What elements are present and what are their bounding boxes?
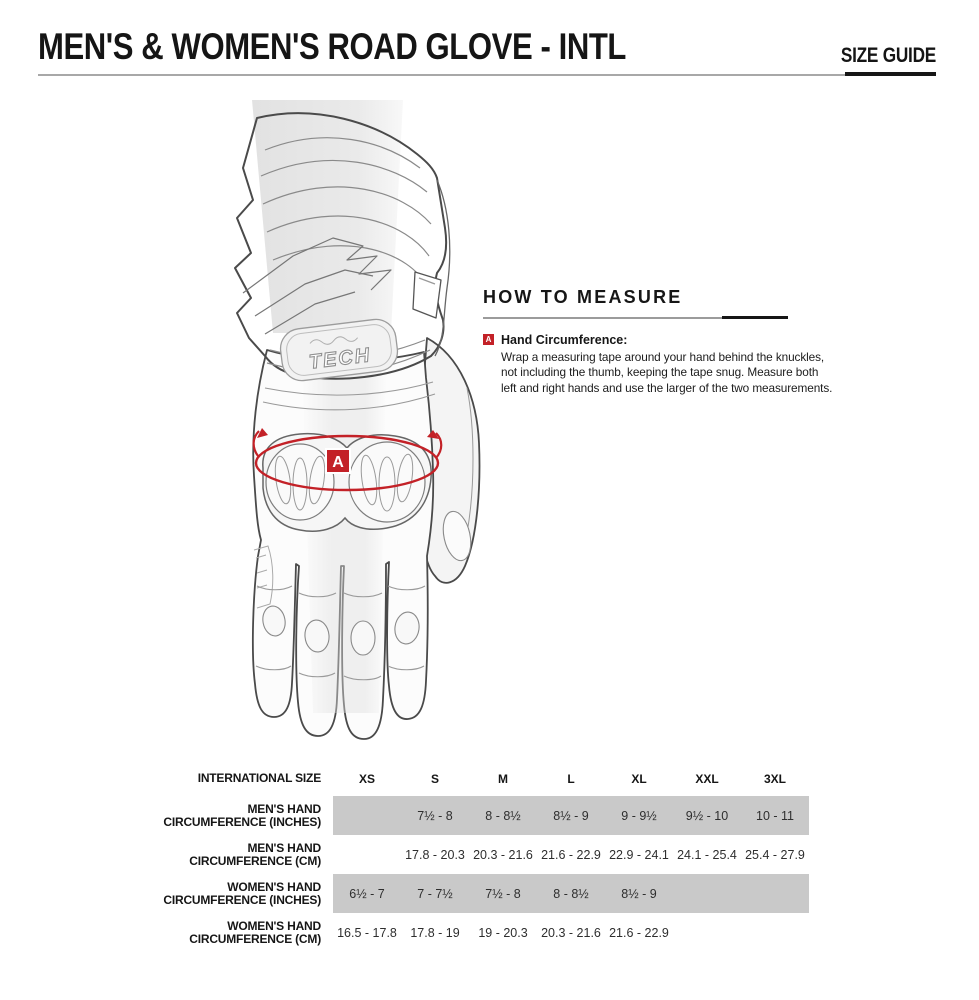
table-row-label: MEN'S HAND CIRCUMFERENCE (INCHES) xyxy=(163,801,321,829)
size-guide-label: SIZE GUIDE xyxy=(840,44,936,67)
measure-instruction xyxy=(483,333,833,396)
wrist-strap-tab xyxy=(413,272,441,318)
table-cell xyxy=(673,913,741,952)
table-cell: 19 - 20.3 xyxy=(478,925,528,940)
table-cell: 22.9 - 24.1 xyxy=(609,847,669,862)
table-cell: 16.5 - 17.8 xyxy=(337,925,397,940)
how-to-divider xyxy=(483,317,788,319)
glove-illustration xyxy=(115,88,515,758)
table-cell xyxy=(741,874,809,913)
column-header: 3XL xyxy=(763,771,786,786)
table-cell: 21.6 - 22.9 xyxy=(609,925,669,940)
table-cell xyxy=(673,874,741,913)
table-cell: 8½ - 9 xyxy=(605,874,673,913)
table-cell: 7 - 7½ xyxy=(401,874,469,913)
column-header: XXL xyxy=(695,771,719,786)
table-cell: 17.8 - 20.3 xyxy=(405,847,465,862)
table-cell: 7½ - 8 xyxy=(401,796,469,835)
column-header: XL xyxy=(631,771,647,786)
column-header: M xyxy=(498,771,508,786)
measure-item-title: Hand Circumference: xyxy=(501,333,628,347)
table-row-womens-cm xyxy=(38,913,810,952)
table-cell: 8 - 8½ xyxy=(469,796,537,835)
table-cell xyxy=(333,796,401,835)
table-cell: 20.3 - 21.6 xyxy=(473,847,533,862)
table-cell: 7½ - 8 xyxy=(469,874,537,913)
table-row-womens-inches xyxy=(38,874,810,913)
table-cell: 24.1 - 25.4 xyxy=(677,847,737,862)
table-cell: 25.4 - 27.9 xyxy=(745,847,805,862)
how-to-divider-accent xyxy=(722,316,788,319)
table-cell: 8 - 8½ xyxy=(537,874,605,913)
diagram-marker-a xyxy=(326,449,350,473)
how-to-measure-heading: HOW TO MEASURE xyxy=(483,287,683,307)
table-cell: 10 - 11 xyxy=(741,796,809,835)
header-divider-accent xyxy=(845,72,936,76)
header-divider xyxy=(38,74,936,76)
table-row-label: WOMEN'S HAND CIRCUMFERENCE (CM) xyxy=(189,918,321,946)
glove-diagram-svg xyxy=(115,88,515,758)
table-cell: 20.3 - 21.6 xyxy=(541,925,601,940)
table-cell: 8½ - 9 xyxy=(537,796,605,835)
column-header: L xyxy=(567,771,575,786)
svg-text:A: A xyxy=(332,454,344,471)
table-cell: 6½ - 7 xyxy=(333,874,401,913)
table-row-label: MEN'S HAND CIRCUMFERENCE (CM) xyxy=(189,840,321,868)
page-title: MEN'S & WOMEN'S ROAD GLOVE - INTL xyxy=(38,26,626,67)
table-cell xyxy=(333,835,401,874)
size-table xyxy=(38,761,810,952)
table-row-label: INTERNATIONAL SIZE xyxy=(197,771,321,785)
table-row-mens-inches xyxy=(38,796,810,835)
table-cell: 17.8 - 19 xyxy=(410,925,460,940)
table-cell: 9½ - 10 xyxy=(673,796,741,835)
table-cell: 9 - 9½ xyxy=(605,796,673,835)
table-cell xyxy=(741,913,809,952)
how-to-measure-section xyxy=(483,287,833,396)
column-header: S xyxy=(430,771,439,786)
measure-marker-a: A xyxy=(483,334,494,345)
tech-logo-text: TECH xyxy=(307,344,373,374)
measure-item-text: Wrap a measuring tape around your hand behind the knuckles, not including the thumb, keeping the tape snug. Measure both left and right hands and use the larger of the two measurements. xyxy=(501,350,833,395)
table-row-label: WOMEN'S HAND CIRCUMFERENCE (INCHES) xyxy=(163,879,321,907)
size-table-header-row xyxy=(38,761,810,796)
table-cell: 21.6 - 22.9 xyxy=(541,847,601,862)
column-header: XS xyxy=(358,771,375,786)
table-row-mens-cm xyxy=(38,835,810,874)
